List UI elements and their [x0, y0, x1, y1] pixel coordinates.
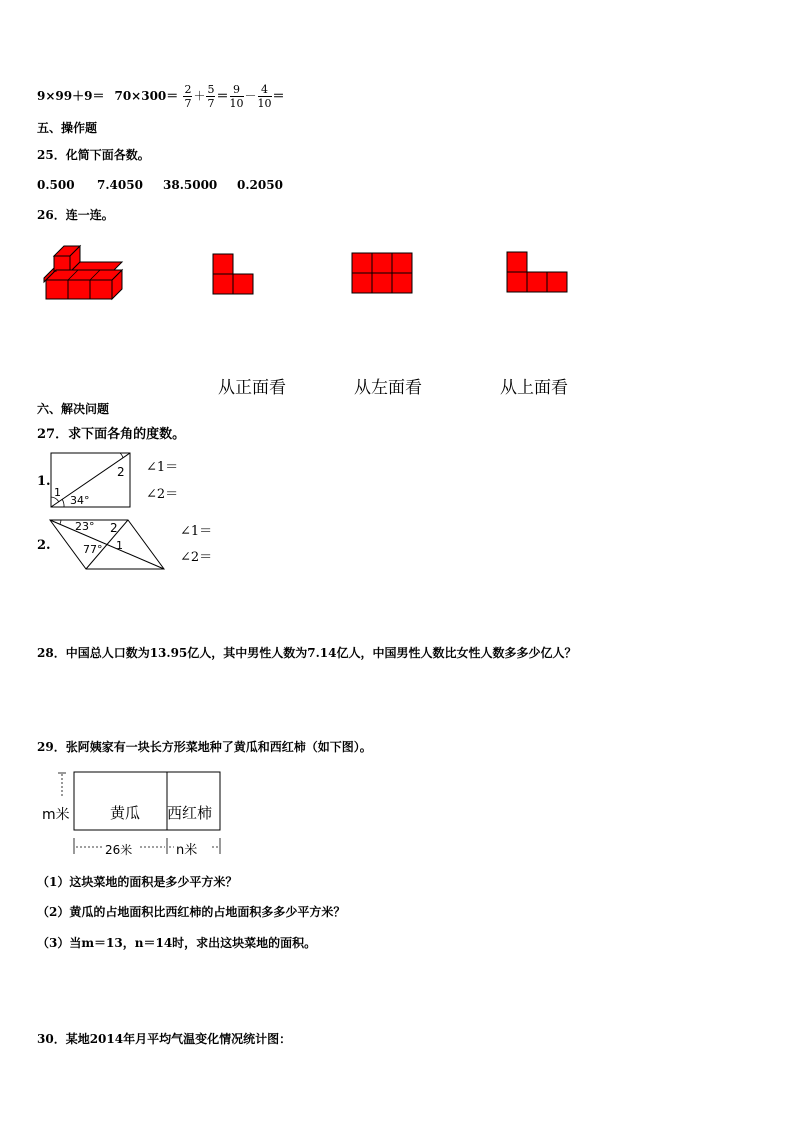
q29-sub-3: （3）当m＝13，n＝14时，求出这块菜地的面积。	[37, 936, 317, 950]
view-shape-l-long	[506, 251, 570, 293]
q27-fig1-label: 1.	[37, 474, 51, 489]
fraction-4: $\frac{4}{10}$	[257, 83, 272, 110]
q27-title: 27．求下面各角的度数。	[37, 427, 186, 442]
q25-number: 38.5000	[163, 178, 218, 192]
rectangle-diagonal-figure	[50, 452, 132, 509]
parallelogram-figure	[49, 519, 167, 571]
calc-part-2: 70×300＝	[114, 89, 179, 103]
cube-stack-figure	[44, 242, 126, 300]
view-label-front: 从正面看	[218, 378, 286, 398]
fraction-1: $\frac{2}{7}$	[184, 83, 192, 110]
fig1-angle2-label: 2	[117, 465, 125, 479]
fig1-given-angle: 34°	[70, 494, 90, 507]
calc-line	[37, 84, 285, 109]
view-label-top: 从上面看	[500, 378, 568, 398]
tomato-label: 西红柿	[167, 804, 213, 822]
calc-part-1: 9×99＋9＝	[37, 89, 105, 103]
q30-text: 30．某地2014年月平均气温变化情况统计图：	[37, 1032, 292, 1046]
plus-sign: ＋	[193, 89, 206, 103]
equals-sign: ＝	[216, 89, 229, 103]
q29-sub-1: （1）这块菜地的面积是多少平方米？	[37, 875, 238, 889]
q25-title: 25．化简下面各数。	[37, 148, 150, 162]
equals-sign-2: ＝	[272, 89, 285, 103]
fraction-3: $\frac{9}{10}$	[229, 83, 244, 110]
fig2-given-77: 77°	[83, 543, 103, 556]
length-n-label: n米	[176, 843, 198, 858]
fig1-answer-2: ∠2＝	[146, 487, 179, 502]
q29-title: 29．张阿姨家有一块长方形菜地种了黄瓜和西红柿（如下图）。	[37, 740, 372, 754]
view-shape-2x3	[351, 252, 413, 294]
fig2-answer-1: ∠1＝	[180, 524, 213, 539]
section-6-heading: 六、解决问题	[37, 402, 110, 416]
cucumber-label: 黄瓜	[110, 804, 141, 822]
fig2-angle2-label: 2	[110, 521, 118, 535]
q25-number: 0.500	[37, 178, 75, 192]
section-5-heading: 五、操作题	[37, 121, 98, 135]
q27-fig2-label: 2.	[37, 538, 51, 553]
q29-sub-2: （2）黄瓜的占地面积比西红柿的占地面积多多少平方米？	[37, 905, 346, 919]
q25-number: 7.4050	[97, 178, 143, 192]
field-height-label: m米	[42, 807, 70, 823]
view-label-left: 从左面看	[354, 378, 422, 398]
fig2-answer-2: ∠2＝	[180, 550, 213, 565]
q26-title: 26．连一连。	[37, 208, 114, 222]
fig1-angle1-label: 1	[54, 486, 61, 499]
view-shape-l-small	[212, 253, 256, 295]
vegetable-field-figure	[40, 770, 230, 862]
length-26-label: 26米	[105, 843, 133, 857]
fig2-given-23: 23°	[75, 520, 95, 533]
minus-sign: －	[244, 89, 257, 103]
fig2-angle1-label: 1	[116, 539, 123, 552]
q25-number: 0.2050	[237, 178, 283, 192]
q28-text: 28．中国总人口数为13.95亿人，其中男性人数为7.14亿人，中国男性人数比女性人数多多少亿人？	[37, 646, 577, 660]
fig1-answer-1: ∠1＝	[146, 460, 179, 475]
fraction-2: $\frac{5}{7}$	[207, 83, 215, 110]
